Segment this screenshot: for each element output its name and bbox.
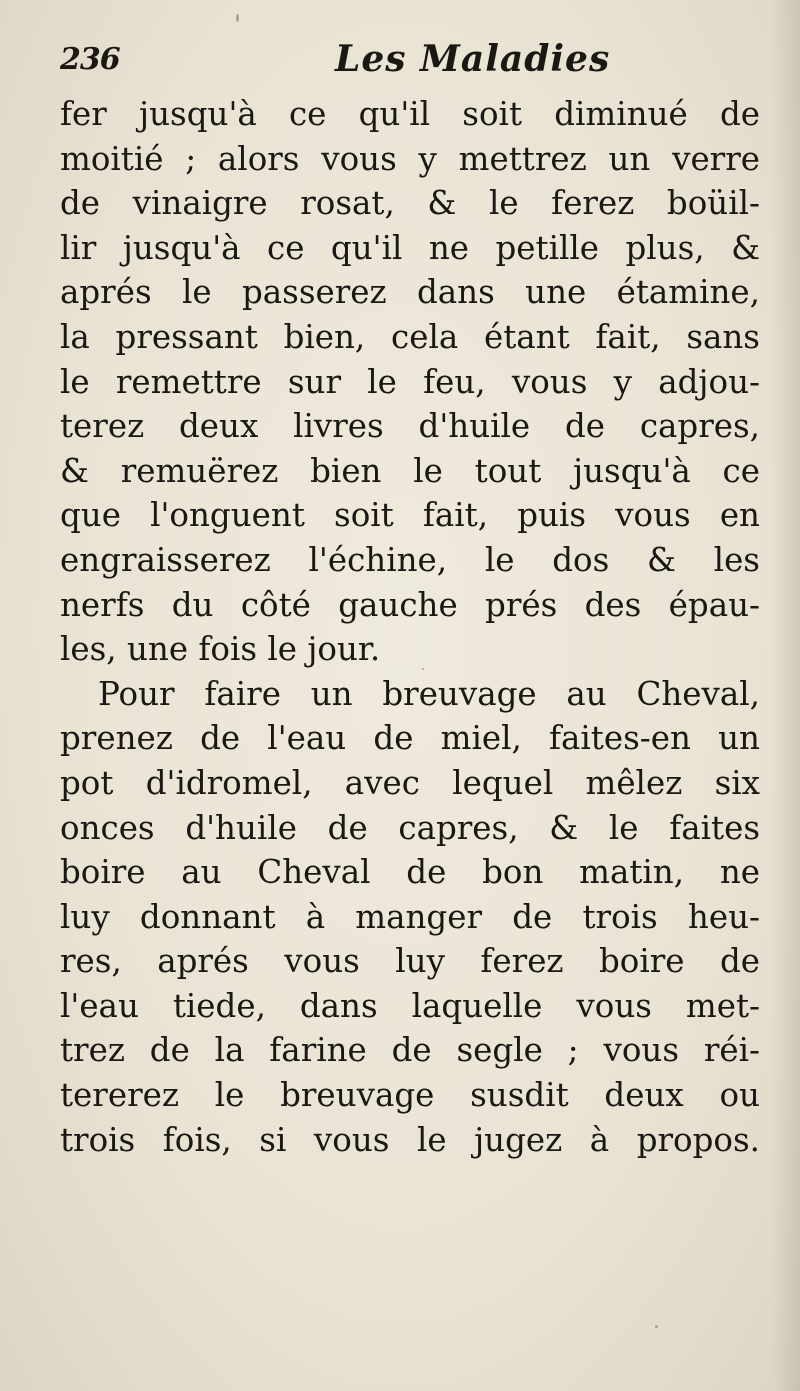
text-line: nerfs du côté gauche prés des épau- <box>60 585 760 624</box>
text-line: que l'onguent soit fait, puis vous en <box>60 496 760 535</box>
text-line: aprés le passerez dans une étamine, <box>60 273 760 312</box>
paper-speck <box>655 1325 658 1328</box>
running-title: Les Maladies <box>335 38 611 80</box>
text-line: la pressant bien, cela étant fait, sans <box>60 317 760 356</box>
text-line: fer jusqu'à ce qu'il soit diminué de <box>60 95 760 133</box>
text-line: engraisserez l'échine, le dos & les <box>60 540 760 579</box>
page-header <box>60 38 760 92</box>
text-line: & remuërez bien le tout jusqu'à ce <box>60 451 760 490</box>
page-number: 236 <box>60 42 120 77</box>
paragraph-end-line: les, une fois le jour. <box>60 630 381 669</box>
body-text <box>60 92 760 1162</box>
text-line: tererez le breuvage susdit deux ou <box>60 1076 760 1115</box>
text-line: trois fois, si vous le jugez à propos. <box>60 1120 760 1159</box>
text-line: luy donnant à manger de trois heu- <box>60 897 760 936</box>
text-line: lir jusqu'à ce qu'il ne petille plus, & <box>60 228 760 267</box>
text-line: res, aprés vous luy ferez boire de <box>60 942 760 981</box>
text-line: boire au Cheval de bon matin, ne <box>60 853 760 892</box>
text-line: l'eau tiede, dans laquelle vous met- <box>60 986 760 1025</box>
text-line: pot d'idromel, avec lequel mêlez six <box>60 763 760 802</box>
page-edge-shadow <box>772 0 800 1391</box>
text-line: moitié ; alors vous y mettrez un verre <box>60 139 760 178</box>
paper-speck <box>422 668 424 670</box>
text-line: onces d'huile de capres, & le faites <box>60 808 760 847</box>
text-line: le remettre sur le feu, vous y adjou- <box>60 362 760 401</box>
paper-speck <box>236 14 239 22</box>
text-line: trez de la farine de segle ; vous réi- <box>60 1031 760 1070</box>
paragraph-start-line: Pour faire un breuvage au Cheval, <box>98 674 760 713</box>
text-line: terez deux livres d'huile de capres, <box>60 407 760 446</box>
text-line: prenez de l'eau de miel, faites-en un <box>60 719 760 758</box>
text-line: de vinaigre rosat, & le ferez boüil- <box>60 184 760 223</box>
